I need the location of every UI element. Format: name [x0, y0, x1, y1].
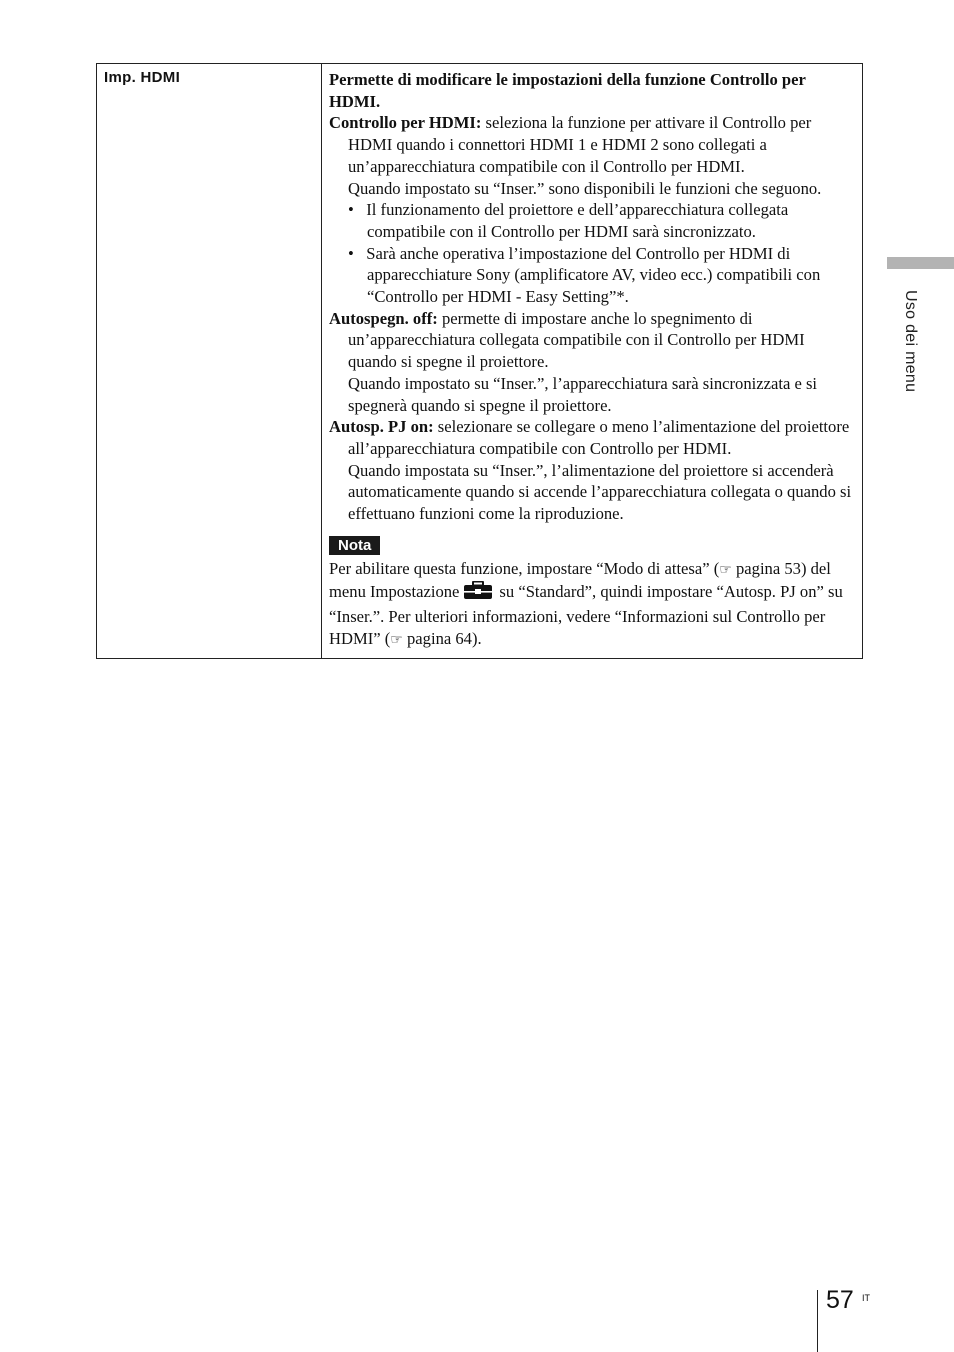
- autooff-sub: Quando impostato su “Inser.”, l’apparecchiatura sarà sincronizzata e si spegnerà quando si spegne il proiettore.: [348, 373, 818, 415]
- bullet-item: • Il funzionamento del proiettore e dell’apparecchiatura collegata compatibile con il Controllo per HDMI sarà sincronizzato.: [348, 200, 789, 241]
- autoon-text: selezionare se collegare o meno l’alimentazione del proiettore all’apparecchiatura compatibile con Controllo per HDMI.: [348, 417, 850, 458]
- intro-text: Permette di modificare le impostazioni della funzione Controllo per HDMI.: [329, 70, 806, 111]
- bullet-text: Sarà anche operativa l’impostazione del Controllo per HDMI di apparecchiature Sony (amplificatore AV, video ecc.) compatibili con “Controllo per HDMI - Easy Setting”*.: [366, 243, 821, 307]
- note-block: [329, 534, 854, 652]
- autooff-term: Autospegn. off:: [329, 308, 438, 328]
- page-number-divider: [817, 1290, 818, 1352]
- toolbox-icon: [463, 581, 493, 606]
- autoon-sub: Quando impostata su “Inser.”, l’alimentazione del proiettore si accenderà automaticamente quando si accende l’apparecchiatura collegata o quando si effettuano funzioni come la riproduzione.: [348, 460, 852, 524]
- page-number: 57: [826, 1286, 854, 1314]
- autoon-paragraph: [329, 416, 854, 459]
- bullet-text: Il funzionamento del proiettore e dell’apparecchiatura collegata compatibile con il Controllo per HDMI sarà sincronizzato.: [366, 200, 789, 241]
- item-label: Imp. HDMI: [97, 64, 322, 658]
- item-description: [322, 64, 862, 658]
- note-text: Per abilitare questa funzione, impostare “Modo di attesa” (☞ pagina 53) del menu Impostazione su “Standard”, quindi impostare “Autosp. PJ on” su “Inser.”. Per ulteriori informazioni, vedere “Informazioni sul Controllo per HDMI” (☞ pagina 64).: [329, 558, 843, 648]
- section-tab-marker: [887, 257, 954, 269]
- autooff-paragraph: [329, 308, 854, 373]
- page-language: IT: [862, 1293, 870, 1303]
- control-term: Controllo per HDMI:: [329, 113, 482, 133]
- autooff-text: permette di impostare anche lo spegnimento di un’apparecchiatura collegata compatibile con il Controllo per HDMI quando si spegne il proiettore.: [348, 308, 805, 372]
- control-text: seleziona la funzione per attivare il Controllo per HDMI quando i connettori HDMI 1 e HDMI 2 sono collegati a un’apparecchiatura compatibile con il Controllo per HDMI.: [348, 113, 812, 176]
- section-label: Uso dei menu: [902, 290, 919, 393]
- autoon-term: Autosp. PJ on:: [329, 417, 434, 437]
- page-ref-icon: ☞: [390, 631, 403, 648]
- bullet-item: • Sarà anche operativa l’impostazione del Controllo per HDMI di apparecchiature Sony (amplificatore AV, video ecc.) compatibili con “Controllo per HDMI - Easy Setting”*.: [348, 243, 821, 307]
- control-sub: Quando impostato su “Inser.” sono disponibili le funzioni che seguono.: [348, 178, 822, 198]
- settings-table: [96, 63, 863, 659]
- note-label: Nota: [329, 536, 380, 555]
- page-ref-icon: ☞: [719, 561, 732, 578]
- control-paragraph: [329, 112, 854, 177]
